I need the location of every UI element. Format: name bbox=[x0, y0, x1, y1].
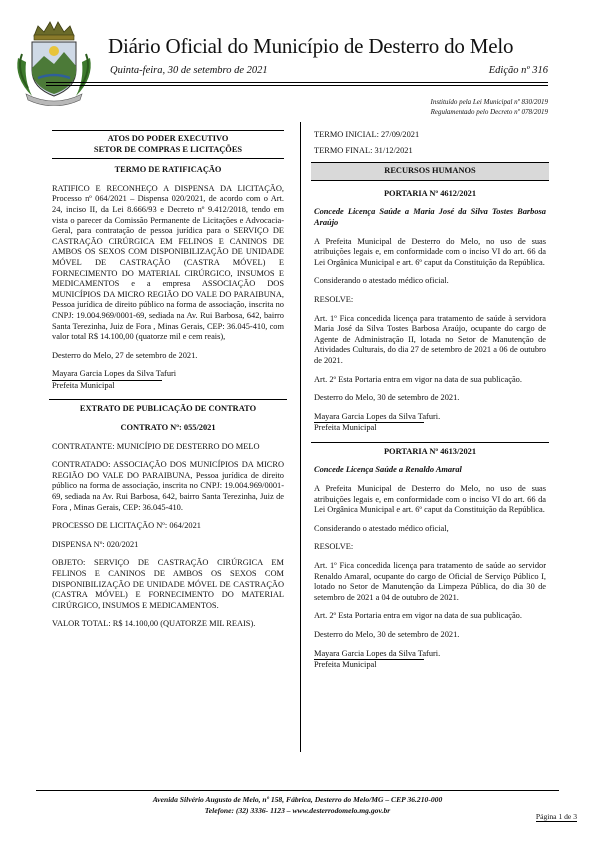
initial-term: TERMO INICIAL: 27/09/2021 bbox=[314, 130, 420, 139]
ratification-text: RATIFICO E RECONHEÇO A DISPENSA DA LICITAÇÃO, Processo nº 064/2021 – Dispensa 020/2021, de acordo com o Art. 24, inciso II, da Lei 8.666/93 e Decreto nº 9.412/2018, tendo em vista o parecer da Comissão Permanente de Licitações e Advocacia-Geral, para contratação de pessoa jurídica para o SERVIÇO DE CASTRAÇÃO CIRÚRGICA EM FELINOS E CANINOS DE AMBOS OS SEXOS COM DISPONIBILIZAÇÃO DE UNIDADE MÓVEL DE CASTRAÇÃO (CASTRA MÓVEL) E FORNECIMENTO DO MATERIAL CIRÚRGICO, INSUMOS E MEDICAMENTOS e a empresa ASSOCIAÇÃO DOS MUNICÍPIOS DA MICRO REGIÃO DO VALE DO PARAIBUNA, Pessoa jurídica de direito público na forma de associação, inscrita no CNPJ: 19.004.969/0001-69, sediada na Av. Rui Barbosa, 642, bairro Santa Terezinha, Juiz de Fora , Minas Gerais, CEP: 36.045-410, com valor total R$ 14.100,00 (quatorze mil e cem reais), bbox=[52, 183, 284, 342]
signature-block-1 bbox=[52, 369, 284, 391]
ordinance-4612-article-1: Art. 1º Fica concedida licença para tratamento de saúde à servidora Maria José da Silva Tostes Barbosa Araújo, ocupante do cargo de Agente de Administração II, lotada no Setor de Manutenção de Atividades Culturais, do dia 27 de setembro de 2021 a 06 de outubro de 2021. bbox=[314, 313, 546, 365]
edition-number: Edição nº 316 bbox=[488, 65, 548, 76]
signature-block-3 bbox=[314, 649, 546, 671]
ratification-date: Desterro do Melo, 27 de setembro de 2021. bbox=[52, 350, 198, 360]
header-divider-top bbox=[46, 82, 548, 83]
final-term: TERMO FINAL: 31/12/2021 bbox=[314, 145, 413, 155]
section-header-executive bbox=[52, 130, 284, 159]
contracting-party: CONTRATANTE: MUNICÍPIO DE DESTERRO DO MELO bbox=[52, 441, 260, 451]
ordinance-4613-considering: Considerando o atestado médico oficial, bbox=[314, 523, 449, 533]
signature-role: Prefeita Municipal bbox=[314, 659, 424, 671]
ordinance-4613-title: PORTARIA Nº 4613/2021 bbox=[311, 442, 549, 458]
newspaper-title: Diário Oficial do Município de Desterro do Melo bbox=[108, 34, 514, 58]
ordinance-4612-intro: A Prefeita Municipal de Desterro do Melo, no uso de suas atribuições legais e, em conformidade com o inciso VI do art. 66 da Lei Orgânica Municipal e art. 6º caput da Constituição da República. bbox=[314, 236, 546, 267]
ordinance-4612-article-2: Art. 2º Esta Portaria entra em vigor na data de sua publicação. bbox=[314, 374, 522, 384]
right-column bbox=[314, 130, 546, 679]
contract-object: OBJETO: SERVIÇO DE CASTRAÇÃO CIRÚRGICA EM FELINOS E CANINOS DE AMBOS OS SEXOS COM DISPONIBILIZAÇÃO DE UNIDADE MÓVEL DE CASTRAÇÃO (CASTRA MÓVEL) E FORNECIMENTO DO MATERIAL CIRÚRGICO, INSUMOS E MEDICAMENTOS. bbox=[52, 558, 284, 610]
contracted-party: CONTRATADO: ASSOCIAÇÃO DOS MUNICÍPIOS DA MICRO REGIÃO DO VALE DO PARAIBUNA, Pessoa jurídica de direito público na forma de associação, inscrita no CNPJ: 19.004.969/0001-69, sediada na Av. Rui Barbosa, 642, bairro Santa Terezinha, Juiz de Fora , Minas Gerais, CEP: 36.045-410. bbox=[52, 460, 284, 512]
signature-role: Prefeita Municipal bbox=[314, 422, 424, 434]
ordinance-4613-article-1: Art. 1º Fica concedida licença para tratamento de saúde ao servidor Renaldo Amaral, ocupante do cargo de Oficial de Serviço Público I, lotado no Setor de Manutenção da Limpeza Pública, do dia 30 de setembro de 2021 a 04 de outubro de 2021. bbox=[314, 561, 546, 602]
publication-date: Quinta-feira, 30 de setembro de 2021 bbox=[110, 65, 268, 76]
footer-address: Avenida Silvério Augusto de Melo, nº 158, Fábrica, Desterro do Melo/MG – CEP 36.210-000 bbox=[152, 795, 443, 804]
ordinance-4612-title: PORTARIA Nº 4612/2021 bbox=[383, 188, 477, 198]
signature-name: Mayara Garcia Lopes da Silva Tafuri. bbox=[314, 411, 441, 421]
section-title-purchasing: SETOR DE COMPRAS E LICITAÇÕES bbox=[93, 144, 243, 154]
signature-name: Mayara Garcia Lopes da Silva Tafuri. bbox=[314, 648, 441, 658]
waiver-number: DISPENSA Nº: 020/2021 bbox=[52, 539, 139, 549]
institution-law: Instituído pela Lei Municipal nº 830/2019 bbox=[430, 98, 548, 106]
ordinance-4612-subtitle: Concede Licença Saúde a Maria José da Silva Tostes Barbosa Araújo bbox=[314, 207, 546, 227]
footer-contact: Telefone: (32) 3336- 1123 – www.desterrodomelo.mg.gov.br bbox=[204, 806, 391, 815]
ordinance-4612-resolve: RESOLVE: bbox=[314, 294, 354, 304]
contract-value: VALOR TOTAL: R$ 14.100,00 (QUATORZE MIL REAIS). bbox=[52, 619, 256, 629]
left-column bbox=[52, 128, 284, 638]
footer-divider bbox=[36, 790, 559, 791]
signature-name: Mayara Garcia Lopes da Silva Tafuri bbox=[52, 369, 177, 379]
section-title-executive: ATOS DO PODER EXECUTIVO bbox=[107, 134, 229, 143]
ordinance-4613-resolve: RESOLVE: bbox=[314, 542, 354, 552]
extract-title: EXTRATO DE PUBLICAÇÃO DE CONTRATO bbox=[49, 399, 287, 415]
coat-of-arms-logo bbox=[10, 18, 98, 106]
ordinance-4612-date: Desterro do Melo, 30 de setembro de 2021. bbox=[314, 393, 460, 403]
bidding-process: PROCESSO DE LICITAÇÃO Nº: 064/2021 bbox=[52, 521, 201, 531]
ordinance-4613-article-2: Art. 2º Esta Portaria entra em vigor na data de sua publicação. bbox=[314, 611, 522, 621]
ratification-title: TERMO DE RATIFICAÇÃO bbox=[114, 165, 222, 175]
contract-number: CONTRATO Nº: 055/2021 bbox=[120, 423, 216, 433]
institution-decree: Regulamentado pelo Decreto nº 078/2019 bbox=[430, 108, 548, 116]
ordinance-4613-date: Desterro do Melo, 30 de setembro de 2021. bbox=[314, 630, 460, 639]
header-divider-bottom bbox=[46, 85, 548, 86]
ordinance-4613-subtitle: Concede Licença Saúde a Renaldo Amaral bbox=[314, 465, 462, 475]
signature-block-2 bbox=[314, 412, 546, 434]
column-divider bbox=[300, 122, 301, 752]
page-number: Página 1 de 3 bbox=[535, 812, 577, 821]
ordinance-4612-considering: Considerando o atestado médico oficial. bbox=[314, 276, 449, 286]
section-header-hr: RECURSOS HUMANOS bbox=[311, 162, 549, 181]
ordinance-4613-intro: A Prefeita Municipal de Desterro do Melo, no uso de suas atribuições legais e, em conformidade com o inciso VI do art. 66 da Lei Orgânica Municipal e art. 6º caput da Constituição da República. bbox=[314, 484, 546, 515]
signature-role: Prefeita Municipal bbox=[52, 380, 162, 392]
